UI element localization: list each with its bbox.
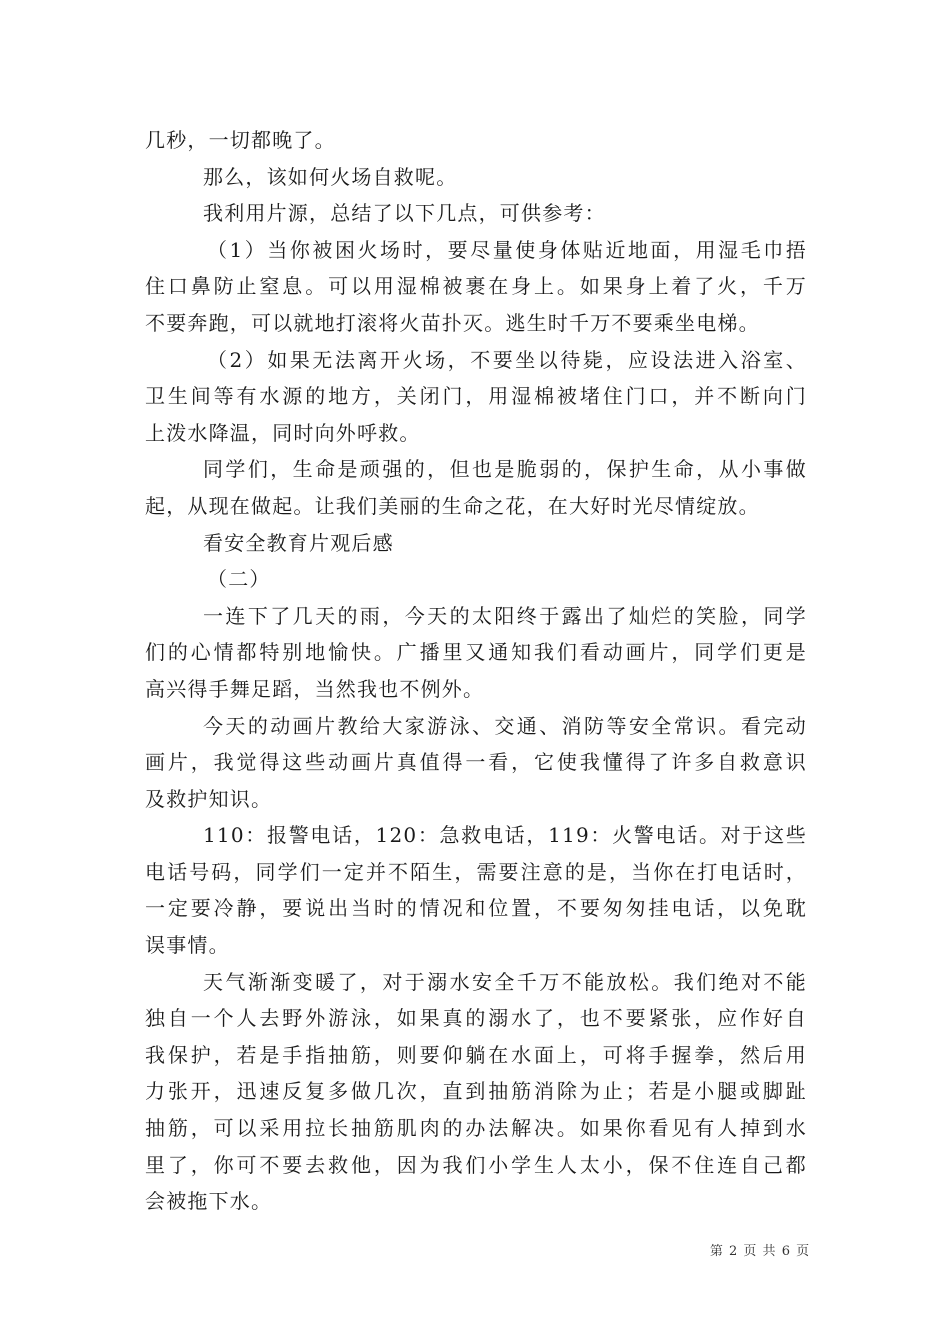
text-line: 不要奔跑，可以就地打滚将火苗扑灭。逃生时千万不要乘坐电梯。 — [145, 310, 760, 335]
text-line: （1）当你被困火场时，要尽量使身体贴近地面，用湿毛巾捂 — [207, 237, 807, 262]
text-line: 一连下了几天的雨，今天的太阳终于露出了灿烂的笑脸，同学 — [203, 603, 807, 628]
text-line: 高兴得手舞足蹈，当然我也不例外。 — [145, 676, 485, 701]
document-body — [145, 122, 807, 1220]
text-line: 独自一个人去野外游泳，如果真的溺水了，也不要紧张，应作好自 — [145, 1006, 807, 1031]
page-number-footer: 第 2 页 共 6 页 — [709, 1244, 811, 1259]
text-line: 110：报警电话，120：急救电话，119：火警电话。对于这些 — [203, 823, 807, 848]
text-line: 同学们，生命是顽强的，但也是脆弱的，保护生命，从小事做 — [203, 457, 807, 482]
text-line: 几秒，一切都晚了。 — [145, 128, 336, 152]
text-line: 误事情。 — [145, 933, 230, 958]
text-line: 电话号码，同学们一定并不陌生，需要注意的是，当你在打电话时， — [145, 859, 807, 884]
text-line: 会被拖下水。 — [145, 1189, 273, 1214]
text-line: 力张开，迅速反复多做几次，直到抽筋消除为止；若是小腿或脚趾 — [145, 1079, 807, 1104]
text-line: 们的心情都特别地愉快。广播里又通知我们看动画片，同学们更是 — [145, 640, 807, 665]
text-line: 抽筋，可以采用拉长抽筋肌肉的办法解决。如果你看见有人掉到水 — [145, 1116, 807, 1141]
text-line: （二） — [207, 567, 271, 592]
text-line: 里了，你可不要去救他，因为我们小学生人太小，保不住连自己都 — [145, 1152, 807, 1177]
text-line: 住口鼻防止窒息。可以用湿棉被裹在身上。如果身上着了火，千万 — [145, 274, 807, 299]
text-line: 我利用片源，总结了以下几点，可供参考： — [203, 201, 606, 226]
text-line: 一定要冷静，要说出当时的情况和位置，不要匆匆挂电话，以免耽 — [145, 896, 807, 921]
text-line: 起，从现在做起。让我们美丽的生命之花，在大好时光尽情绽放。 — [145, 493, 760, 518]
text-line: 我保护，若是手指抽筋，则要仰躺在水面上，可将手握拳，然后用 — [145, 1042, 807, 1067]
text-line: 今天的动画片教给大家游泳、交通、消防等安全常识。看完动 — [203, 713, 807, 738]
text-line: 画片，我觉得这些动画片真值得一看，它使我懂得了许多自救意识 — [145, 750, 807, 775]
text-line: 看安全教育片观后感 — [203, 530, 394, 555]
text-line: 那么，该如何火场自救呢。 — [203, 164, 458, 189]
text-line: 天气渐渐变暖了，对于溺水安全千万不能放松。我们绝对不能 — [203, 969, 807, 994]
text-line: 及救护知识。 — [145, 786, 273, 811]
text-line: （2）如果无法离开火场，不要坐以待毙，应设法进入浴室、 — [207, 347, 807, 372]
text-line: 卫生间等有水源的地方，关闭门，用湿棉被堵住门口，并不断向门 — [145, 384, 807, 409]
text-line: 上泼水降温，同时向外呼救。 — [145, 420, 421, 445]
